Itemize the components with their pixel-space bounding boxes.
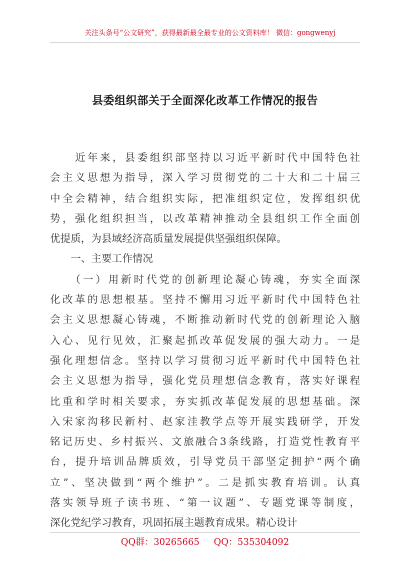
body-line: 比重和学时相关要求，夯实抓改革促发展的思想基础。深: [50, 395, 360, 408]
body-line: 会主义思想为指导，强化党员理想信念教育，落实好课程: [50, 375, 360, 388]
body-line: 深化党纪学习教育，巩固拓展主题教育成果。精心设计: [50, 517, 298, 530]
body-line: 入心、见行见效，汇聚起抓改革促发展的强大动力。一是: [50, 334, 360, 347]
body-line: 化改革的思想根基。坚持不懈用习近平新时代中国特色社: [50, 294, 360, 307]
body-line: 铭记历史、乡村振兴、文旅融合3条线路，打造党性教育平: [50, 436, 360, 449]
footer-contacts: [50, 537, 360, 549]
body-line: 优提质，为县域经济高质量发展提供坚强组织保障。: [50, 233, 287, 246]
body-line: 入宋家沟移民新村、赵家洼教学点等开展实践研学，开发: [50, 415, 360, 428]
section-heading: 一、主要工作情况: [50, 253, 153, 266]
body-line: 中全会精神，结合组织实际，把准组织定位，发挥组织优: [50, 192, 360, 205]
body-line: 近年来，县委组织部坚持以习近平新时代中国特色社: [50, 152, 360, 164]
footer-qq-group: QQ群：30265665: [120, 538, 200, 548]
body-line: 会主义思想为指导，深入学习贯彻党的二十大和二十届三: [50, 172, 360, 185]
body-line: 强化理想信念。坚持以学习贯彻习近平新时代中国特色社: [50, 354, 360, 367]
header-divider: [50, 42, 360, 43]
body-line: 台，提升培训品牌质效，引导党员干部坚定拥护“两个确: [50, 456, 360, 469]
body-line: 会主义思想凝心铸魂，不断推动新时代党的创新理论入脑: [50, 314, 360, 327]
body-line: 势，强化组织担当，以改革精神推动全县组织工作全面创: [50, 212, 360, 225]
document-body: [50, 148, 360, 534]
document-title: 县委组织部关于全面深化改革工作情况的报告: [92, 94, 318, 107]
body-line: 立”、坚决做到“两个维护”。二是抓实教育培训。认真: [50, 476, 360, 489]
footer-divider: [50, 532, 360, 533]
footer-qq-number: QQ：535304092: [213, 538, 290, 548]
header-banner: 关注头条号“公文研究”，获得最新最全最专业的公文资料库！ 微信：gongwenyj: [84, 29, 336, 37]
body-line: （一）用新时代党的创新理论凝心铸魂，夯实全面深: [50, 273, 360, 286]
body-line: 落实领导班子读书班、“第一议题”、专题党课等制度，: [50, 497, 360, 510]
